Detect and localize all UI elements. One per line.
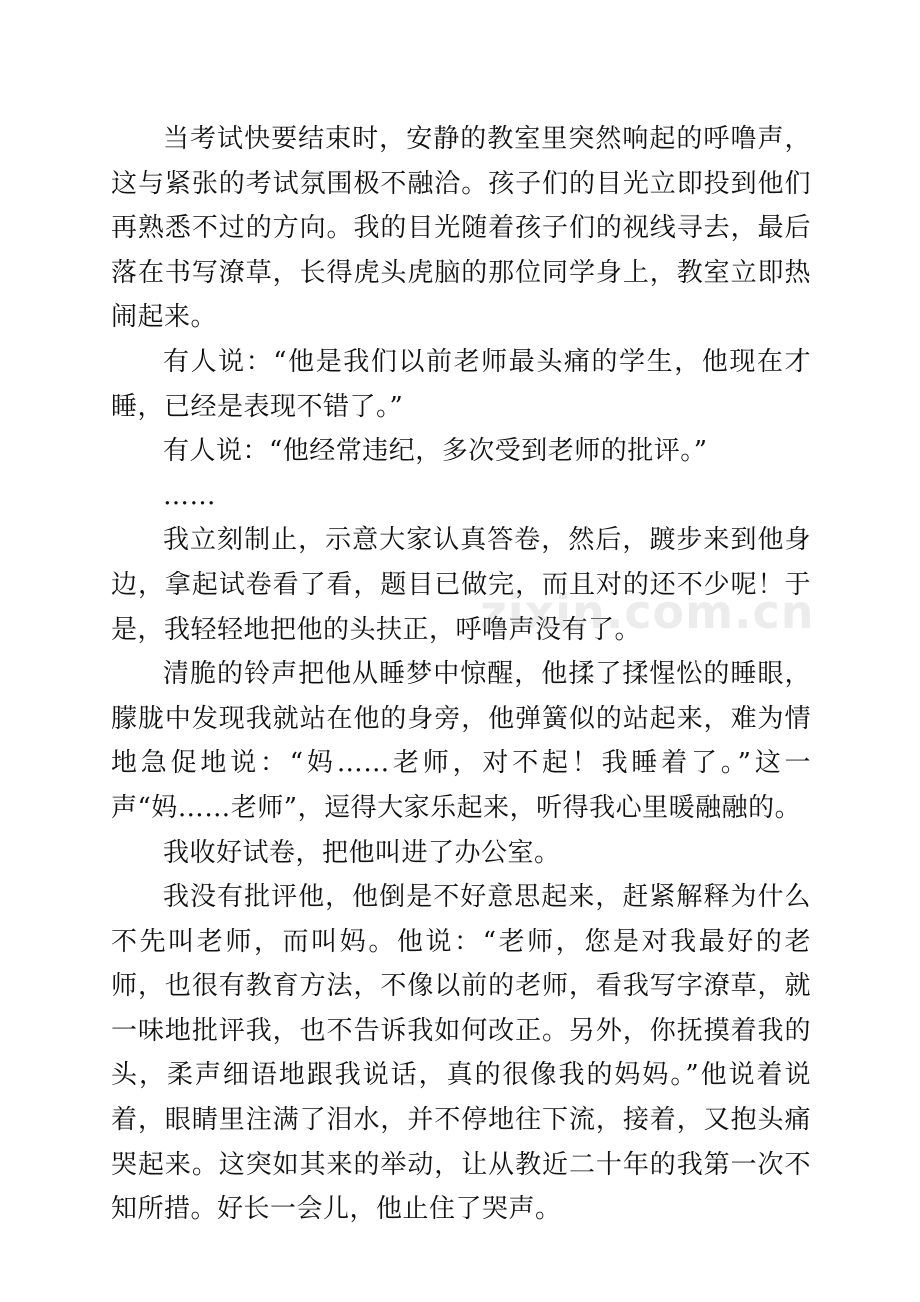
paragraph-explanation: 我没有批评他，他倒是不好意思起来，赶紧解释为什么不先叫老师，而叫妈。他说：“老师，您是对我最好的老师，也很有教育方法，不像以前的老师，看我写字潦草，就一味地批评我，也不告诉我如何改正。另外，你抚摸着我的头，柔声细语地跟我说话，真的很像我的妈妈。”他说着说着，眼睛里注满了泪水，并不停地往下流，接着，又抱头痛哭起来。这突如其来的举动，让从教近二十年的我第一次不知所措。好长一会儿，他止住了哭声。 [111,882,811,1225]
paragraph-ellipsis: …… [163,480,216,511]
paragraph-office: 我收好试卷，把他叫进了办公室。 [163,837,561,868]
paragraph-someone-said-1: 有人说：“他是我们以前老师最头痛的学生，他现在才睡，已经是表现不错了。” [111,346,811,422]
paragraph-teacher-stops: 我立刻制止，示意大家认真答卷，然后，踱步来到他身边，拿起试卷看了看，题目已做完，而且对的还不少呢！于是，我轻轻地把他的头扶正，呼噜声没有了。 [111,525,811,645]
paragraph-someone-said-2: 有人说：“他经常违纪，多次受到老师的批评。” [163,436,708,467]
watermark: zixin.com.cn [480,585,815,639]
paragraph-bell-wakes: 清脆的铃声把他从睡梦中惊醒，他揉了揉惺忪的睡眼，朦胧中发现我就站在他的身旁，他弹簧似的站起来，难为情地急促地说：“妈……老师，对不起！我睡着了。”这一声“妈……老师”，逗得大家乐起来，听得我心里暖融融的。 [111,659,811,823]
document-body [111,117,811,1232]
paragraph-exam-snoring: 当考试快要结束时，安静的教室里突然响起的呼噜声，这与紧张的考试氛围极不融洽。孩子们的目光立即投到他们再熟悉不过的方向。我的目光随着孩子们的视线寻去，最后落在书写潦草，长得虎头虎脑的那位同学身上，教室立即热闹起来。 [111,124,811,333]
